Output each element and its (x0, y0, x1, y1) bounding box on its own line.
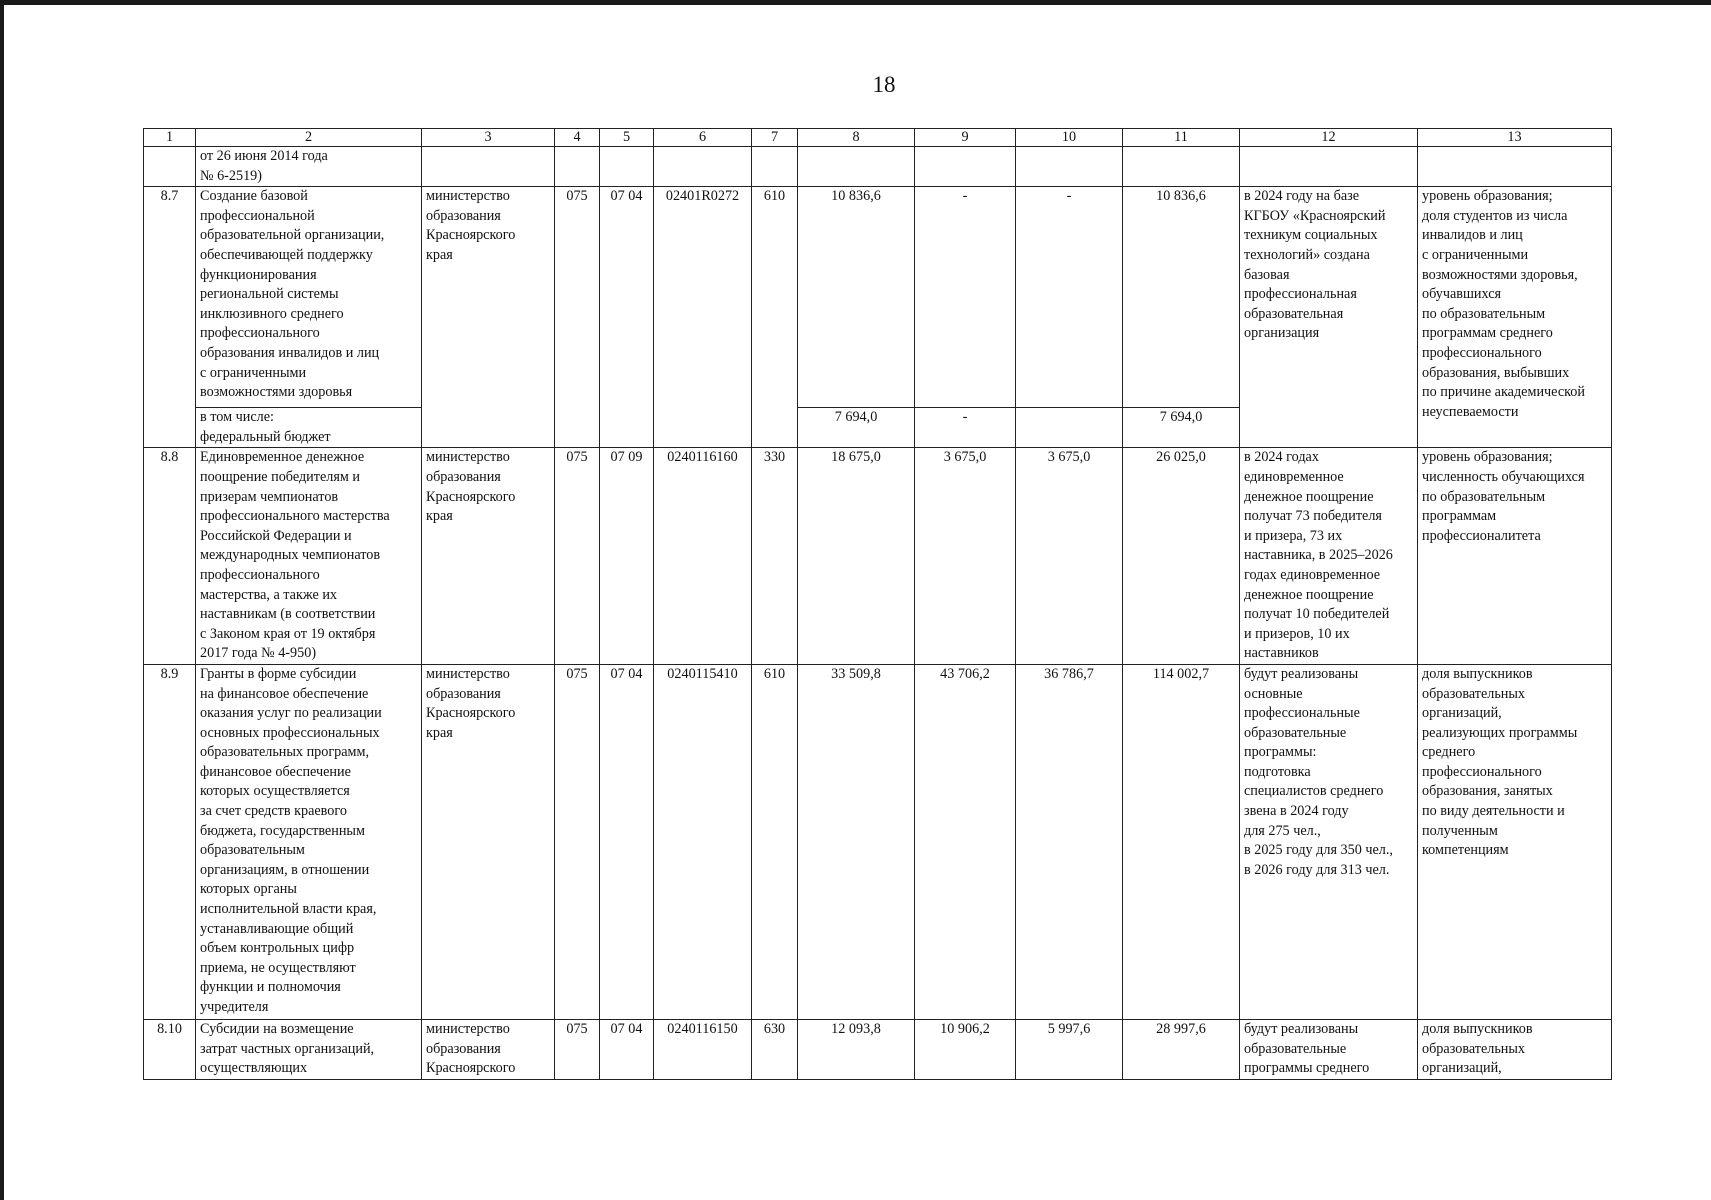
budget-table (143, 128, 1612, 1080)
column-number: 7 (752, 129, 798, 147)
empty-cell (1240, 147, 1418, 187)
responsible-ministry: министерство образования Красноярского края (422, 187, 555, 448)
amount-2026-sub (1016, 408, 1123, 448)
csr-code: 0240115410 (654, 664, 752, 1019)
column-number: 9 (915, 129, 1016, 147)
amount-2024-sub: 7 694,0 (798, 408, 915, 448)
row-number: 8.9 (144, 664, 196, 1019)
grbs-code: 075 (555, 448, 600, 665)
column-number: 6 (654, 129, 752, 147)
column-number: 11 (1123, 129, 1240, 147)
amount-total: 26 025,0 (1123, 448, 1240, 665)
amount-total: 114 002,7 (1123, 664, 1240, 1019)
amount-2025: 3 675,0 (915, 448, 1016, 665)
column-number: 13 (1418, 129, 1612, 147)
grbs-code: 075 (555, 1019, 600, 1079)
amount-total-sub: 7 694,0 (1123, 408, 1240, 448)
amount-2025-sub: - (915, 408, 1016, 448)
empty-cell (1123, 147, 1240, 187)
column-number: 2 (196, 129, 422, 147)
grbs-code: 075 (555, 664, 600, 1019)
expected-result: будут реализованы образовательные программы среднего (1240, 1019, 1418, 1079)
empty-cell (555, 147, 600, 187)
csr-code: 0240116160 (654, 448, 752, 665)
table-row (144, 187, 1612, 408)
grbs-code: 075 (555, 187, 600, 448)
amount-total: 28 997,6 (1123, 1019, 1240, 1079)
row-number: 8.8 (144, 448, 196, 665)
expected-result: в 2024 году на базе КГБОУ «Красноярский техникум социальных технологий» создана базовая профессиональная образовательная организация (1240, 187, 1418, 448)
column-number: 3 (422, 129, 555, 147)
measure-name-sub: в том числе: федеральный бюджет (196, 408, 422, 448)
csr-code: 02401R0272 (654, 187, 752, 448)
vr-code: 610 (752, 664, 798, 1019)
measure-name: Единовременное денежное поощрение победителям и призерам чемпионатов профессионального мастерства Российской Федерации и международных чемпионатов профессионального мастерства, а также их наставникам (в соответствии с Законом края от 19 октября 2017 года № 4-950) (196, 448, 422, 665)
amount-2024: 18 675,0 (798, 448, 915, 665)
empty-cell (798, 147, 915, 187)
empty-cell (752, 147, 798, 187)
empty-cell (1016, 147, 1123, 187)
amount-2026: 36 786,7 (1016, 664, 1123, 1019)
column-number: 1 (144, 129, 196, 147)
indicator: доля выпускников образовательных организаций, реализующих программы среднего профессионального образования, занятых по виду деятельности и полученным компетенциям (1418, 664, 1612, 1019)
responsible-ministry: министерство образования Красноярского края (422, 664, 555, 1019)
indicator: доля выпускников образовательных организаций, (1418, 1019, 1612, 1079)
table-row (144, 1019, 1612, 1079)
measure-name: Создание базовой профессиональной образовательной организации, обеспечивающей поддержку функционирования региональной системы инклюзивного среднего профессионального образования инвалидов и лиц с ограниченными возможностями здоровья (196, 187, 422, 408)
indicator: уровень образования; численность обучающихся по образовательным программам профессионалитета (1418, 448, 1612, 665)
measure-name: Гранты в форме субсидии на финансовое обеспечение оказания услуг по реализации основных профессиональных образовательных программ, финансовое обеспечение которых осуществляется за счет средств краевого бюджета, государственным образовательным организациям, в отношении которых органы исполнительной власти края, устанавливающие общий объем контрольных цифр приема, не осуществляют функции и полномочия учредителя (196, 664, 422, 1019)
amount-2025: 43 706,2 (915, 664, 1016, 1019)
row-number: 8.7 (144, 187, 196, 448)
csr-code: 0240116150 (654, 1019, 752, 1079)
amount-2026: - (1016, 187, 1123, 408)
continuation-row (144, 147, 1612, 187)
table-row (144, 448, 1612, 665)
indicator: уровень образования; доля студентов из числа инвалидов и лиц с ограниченными возможностями здоровья, обучавшихся по образовательным программам среднего профессионального образования, выбывших по причине академической неуспеваемости (1418, 187, 1612, 448)
vr-code: 330 (752, 448, 798, 665)
vr-code: 610 (752, 187, 798, 448)
amount-2026: 3 675,0 (1016, 448, 1123, 665)
scan-edge-top (0, 0, 1711, 5)
row-number-cell (144, 147, 196, 187)
rzpr-code: 07 04 (600, 1019, 654, 1079)
rzpr-code: 07 04 (600, 664, 654, 1019)
responsible-ministry: министерство образования Красноярского (422, 1019, 555, 1079)
column-number: 8 (798, 129, 915, 147)
scan-edge-left (0, 0, 4, 1200)
amount-2026: 5 997,6 (1016, 1019, 1123, 1079)
amount-2024: 10 836,6 (798, 187, 915, 408)
responsible-ministry: министерство образования Красноярского края (422, 448, 555, 665)
expected-result: в 2024 годах единовременное денежное поощрение получат 73 победителя и призера, 73 их наставника, в 2025–2026 годах единовременное денежное поощрение получат 10 победителей и призеров, 10 их наставников (1240, 448, 1418, 665)
empty-cell (915, 147, 1016, 187)
row-number: 8.10 (144, 1019, 196, 1079)
expected-result: будут реализованы основные профессиональные образовательные программы: подготовка специалистов среднего звена в 2024 году для 275 чел., в 2025 году для 350 чел., в 2026 году для 313 чел. (1240, 664, 1418, 1019)
page-number: 18 (872, 72, 896, 97)
amount-total: 10 836,6 (1123, 187, 1240, 408)
measure-name: Субсидии на возмещение затрат частных организаций, осуществляющих (196, 1019, 422, 1079)
column-number: 4 (555, 129, 600, 147)
empty-cell (654, 147, 752, 187)
table-row (144, 664, 1612, 1019)
measure-name-continuation: от 26 июня 2014 года № 6-2519) (196, 147, 422, 187)
rzpr-code: 07 09 (600, 448, 654, 665)
empty-cell (422, 147, 555, 187)
empty-cell (600, 147, 654, 187)
column-number: 10 (1016, 129, 1123, 147)
column-number: 5 (600, 129, 654, 147)
column-numbers-row (144, 129, 1612, 147)
amount-2024: 33 509,8 (798, 664, 915, 1019)
amount-2025: 10 906,2 (915, 1019, 1016, 1079)
amount-2024: 12 093,8 (798, 1019, 915, 1079)
amount-2025: - (915, 187, 1016, 408)
vr-code: 630 (752, 1019, 798, 1079)
rzpr-code: 07 04 (600, 187, 654, 448)
empty-cell (1418, 147, 1612, 187)
column-number: 12 (1240, 129, 1418, 147)
